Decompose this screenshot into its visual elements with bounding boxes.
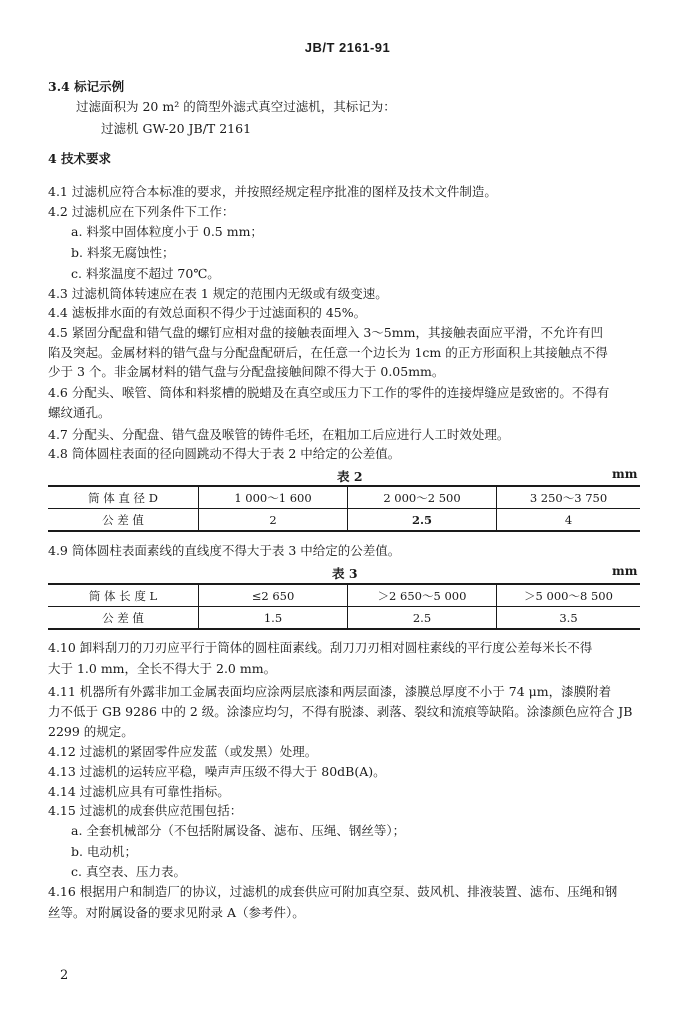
clause-4-15-a: a. 全套机械部分（不包括附属设备、滤布、压绳、钢丝等）； <box>71 823 406 838</box>
table-row <box>48 509 640 532</box>
table-3-caption: 表 3 <box>332 566 358 581</box>
clause-4-15-b: b. 电动机； <box>71 844 137 859</box>
table-3-cell: 2.5 <box>348 607 497 630</box>
section-3-4-text: 过滤面积为 20 m² 的筒型外滤式真空过滤机，其标记为： <box>76 99 396 114</box>
clause-4-15-c: c. 真空表、压力表。 <box>71 864 186 879</box>
table-row <box>48 486 640 509</box>
clause-4-7: 4.7 分配头、分配盘、错气盘及喉管的铸件毛坯，在粗加工后应进行人工时效处理。 <box>48 427 510 442</box>
clause-4-16-line2: 丝等。对附属设备的要求见附录 A（参考件）。 <box>48 905 305 920</box>
table-3-cell: 1.5 <box>199 607 348 630</box>
table-2-row-label: 公 差 值 <box>48 509 199 532</box>
page-number: 2 <box>60 968 69 983</box>
clause-4-11-line1: 4.11 机器所有外露非加工金属表面均应涂两层底漆和两层面漆，漆膜总厚度不小于 74 μm，漆膜附着 <box>48 684 612 699</box>
clause-4-8: 4.8 筒体圆柱表面的径向圆跳动不得大于表 2 中给定的公差值。 <box>48 446 401 461</box>
clause-4-6-line1: 4.6 分配头、喉管、筒体和料浆槽的脱蜡及在真空或压力下工作的零件的连接焊缝应是致密的。不得有 <box>48 385 610 400</box>
table-3-cell: ≤2 650 <box>199 584 348 607</box>
clause-4-10-line2: 大于 1.0 mm，全长不得大于 2.0 mm。 <box>48 661 277 676</box>
clause-4-5-line1: 4.5 紧固分配盘和错气盘的螺钉应相对盘的接触表面埋入 3～5mm，其接触表面应平滑，不允许有凹 <box>48 325 603 340</box>
table-2-header-label: 筒 体 直 径 D <box>48 486 199 509</box>
clause-4-2-b: b. 料浆无腐蚀性； <box>71 245 175 260</box>
table-2-cell: 3 250～3 750 <box>497 486 641 509</box>
table-2-caption: 表 2 <box>337 469 363 484</box>
section-4-heading: 4 技术要求 <box>48 151 112 166</box>
table-3-cell: ＞2 650～5 000 <box>348 584 497 607</box>
table-3-unit: mm <box>612 564 638 578</box>
clause-4-13: 4.13 过滤机的运转应平稳，噪声声压级不得大于 80dB(A)。 <box>48 764 386 779</box>
clause-4-14: 4.14 过滤机应具有可靠性指标。 <box>48 784 230 799</box>
table-2-cell: 4 <box>497 509 641 532</box>
clause-4-15: 4.15 过滤机的成套供应范围包括： <box>48 803 243 818</box>
clause-4-12: 4.12 过滤机的紧固零件应发蓝（或发黑）处理。 <box>48 744 318 759</box>
table-3 <box>48 583 640 630</box>
clause-4-1: 4.1 过滤机应符合本标准的要求，并按照经规定程序批准的图样及技术文件制造。 <box>48 184 497 199</box>
table-row <box>48 607 640 630</box>
clause-4-16-line1: 4.16 根据用户和制造厂的协议，过滤机的成套供应可附加真空泵、鼓风机、排液装置、滤布、压绳和钢 <box>48 884 618 899</box>
table-2-cell: 2 <box>199 509 348 532</box>
clause-4-2-c: c. 料浆温度不超过 70℃。 <box>71 266 220 281</box>
table-3-row-label: 公 差 值 <box>48 607 199 630</box>
table-2-cell: 2.5 <box>348 509 497 532</box>
clause-4-5-line2: 陷及突起。金属材料的错气盘与分配盘配研后，在任意一个边长为 1cm 的正方形面积上其接触点不得 <box>48 345 608 360</box>
table-2-cell: 1 000～1 600 <box>199 486 348 509</box>
clause-4-2-a: a. 料浆中固体粒度小于 0.5 mm； <box>71 224 263 239</box>
table-row <box>48 584 640 607</box>
clause-4-3: 4.3 过滤机筒体转速应在表 1 规定的范围内无级或有级变速。 <box>48 286 388 301</box>
page-header: JB/T 2161-91 <box>304 40 391 55</box>
table-3-cell: 3.5 <box>497 607 641 630</box>
clause-4-5-line3: 少于 3 个。非金属材料的错气盘与分配盘接触间隙不得大于 0.05mm。 <box>48 364 445 379</box>
table-3-header-label: 筒 体 长 度 L <box>48 584 199 607</box>
section-3-4-heading: 3.4 标记示例 <box>48 79 125 94</box>
clause-4-2: 4.2 过滤机应在下列条件下工作： <box>48 204 235 219</box>
clause-4-4: 4.4 滤板排水面的有效总面积不得少于过滤面积的 45%。 <box>48 305 367 320</box>
clause-4-6-line2: 螺纹通孔。 <box>48 405 111 420</box>
clause-4-10-line1: 4.10 卸料刮刀的刀刃应平行于筒体的圆柱面素线。刮刀刀刃相对圆柱素线的平行度公差每米长不得 <box>48 640 593 655</box>
table-2-unit: mm <box>612 467 638 481</box>
table-3-cell: ＞5 000～8 500 <box>497 584 641 607</box>
clause-4-11-line3: 2299 的规定。 <box>48 724 134 739</box>
table-2-cell: 2 000～2 500 <box>348 486 497 509</box>
table-2 <box>48 485 640 532</box>
clause-4-9: 4.9 筒体圆柱表面素线的直线度不得大于表 3 中给定的公差值。 <box>48 543 401 558</box>
section-3-4-example: 过滤机 GW-20 JB/T 2161 <box>101 121 252 136</box>
clause-4-11-line2: 力不低于 GB 9286 中的 2 级。涂漆应均匀，不得有脱漆、剥落、裂纹和流痕等缺陷。涂漆颜色应符合 JB <box>48 704 633 719</box>
